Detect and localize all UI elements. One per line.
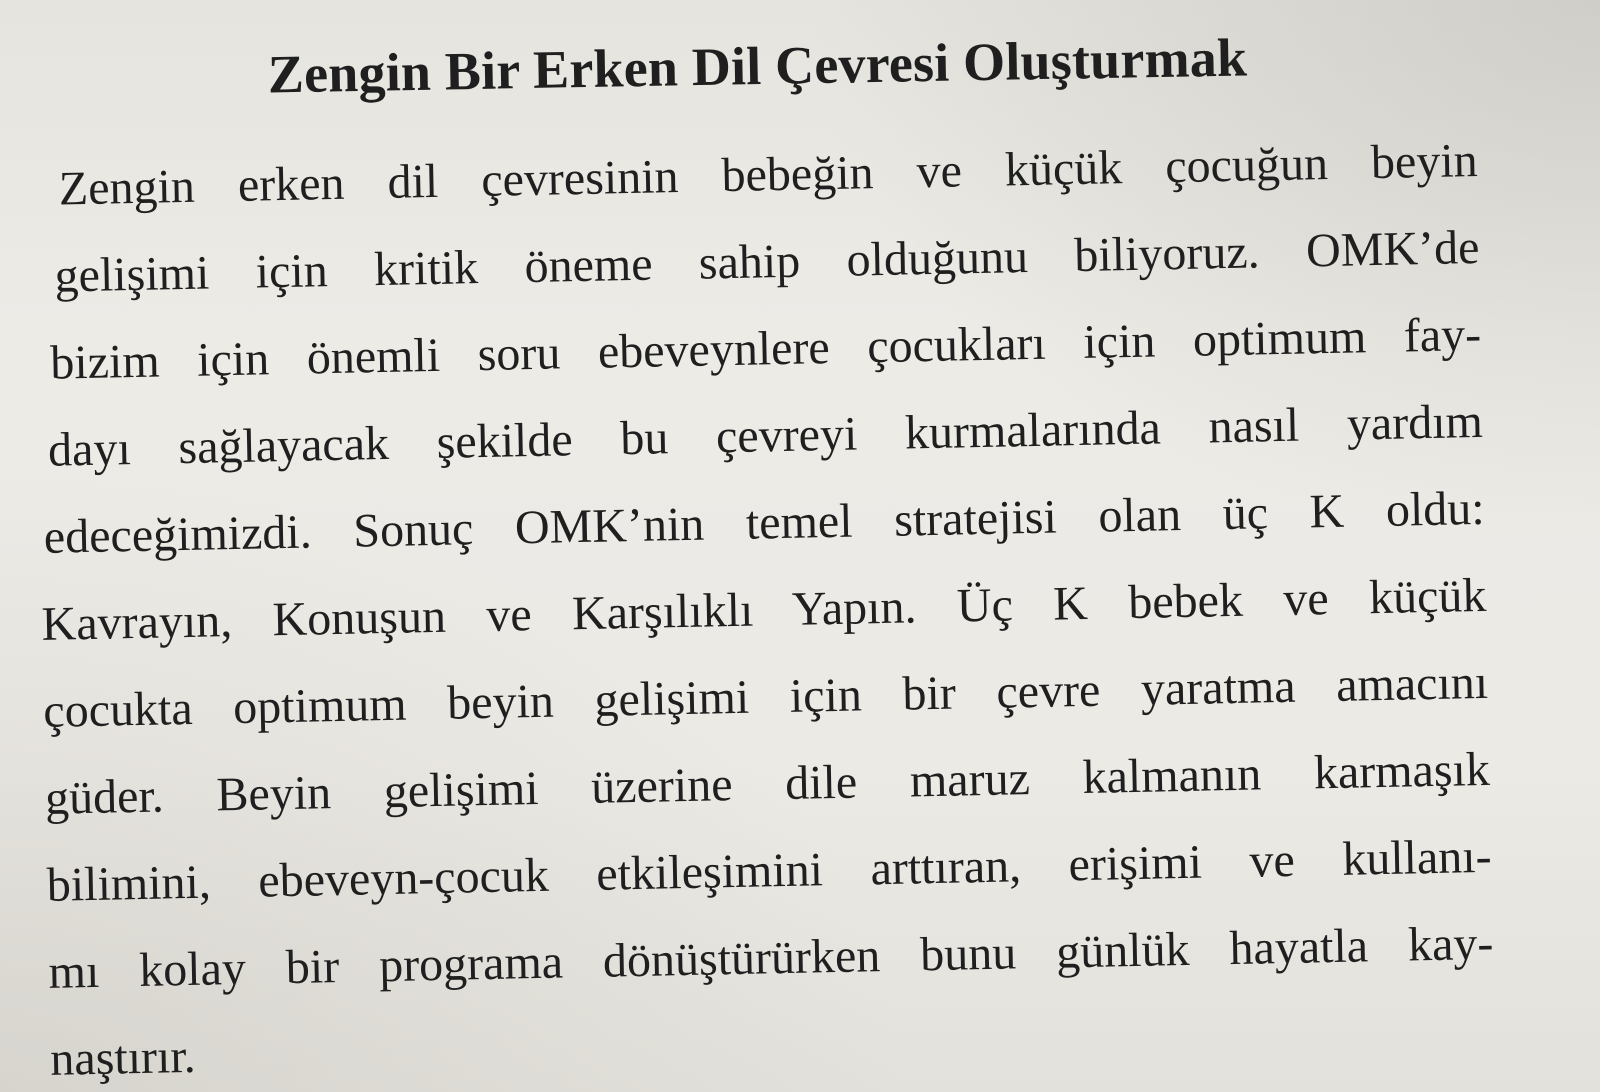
paragraph-line: gelişimi için kritik öneme sahip olduğunu biliyoruz. OMK’de bbox=[54, 220, 1480, 303]
paragraph-line: mı kolay bir programa dönüştürürken bunu günlük hayatla kay- bbox=[48, 916, 1494, 999]
paragraph-line: güder. Beyin gelişimi üzerine dile maruz kalmanın karmaşık bbox=[44, 742, 1491, 825]
body-paragraph bbox=[32, 117, 1496, 1092]
paragraph-line: Kavrayın, Konuşun ve Karşılıklı Yapın. Üç K bebek ve küçük bbox=[41, 568, 1487, 651]
section-heading: Zengin Bir Erken Dil Çevresi Oluşturmak bbox=[267, 27, 1248, 105]
paragraph-line: Zengin erken dil çevresinin bebeğin ve küçük çocuğun beyin bbox=[58, 133, 1479, 216]
paragraph-line: çocukta optimum beyin gelişimi için bir çevre yaratma amacını bbox=[42, 655, 1489, 738]
paragraph-line: naştırır. bbox=[49, 1029, 197, 1086]
paragraph-line: dayı sağlayacak şekilde bu çevreyi kurmalarında nasıl yardım bbox=[47, 394, 1484, 477]
paragraph-line: bilimini, ebeveyn-çocuk etkileşimini arttıran, erişimi ve kullanı- bbox=[46, 829, 1493, 912]
paragraph-line: bizim için önemli soru ebeveynlere çocukları için optimum fay- bbox=[49, 307, 1482, 390]
paragraph-line: edeceğimizdi. Sonuç OMK’nin temel stratejisi olan üç K oldu: bbox=[43, 481, 1486, 564]
